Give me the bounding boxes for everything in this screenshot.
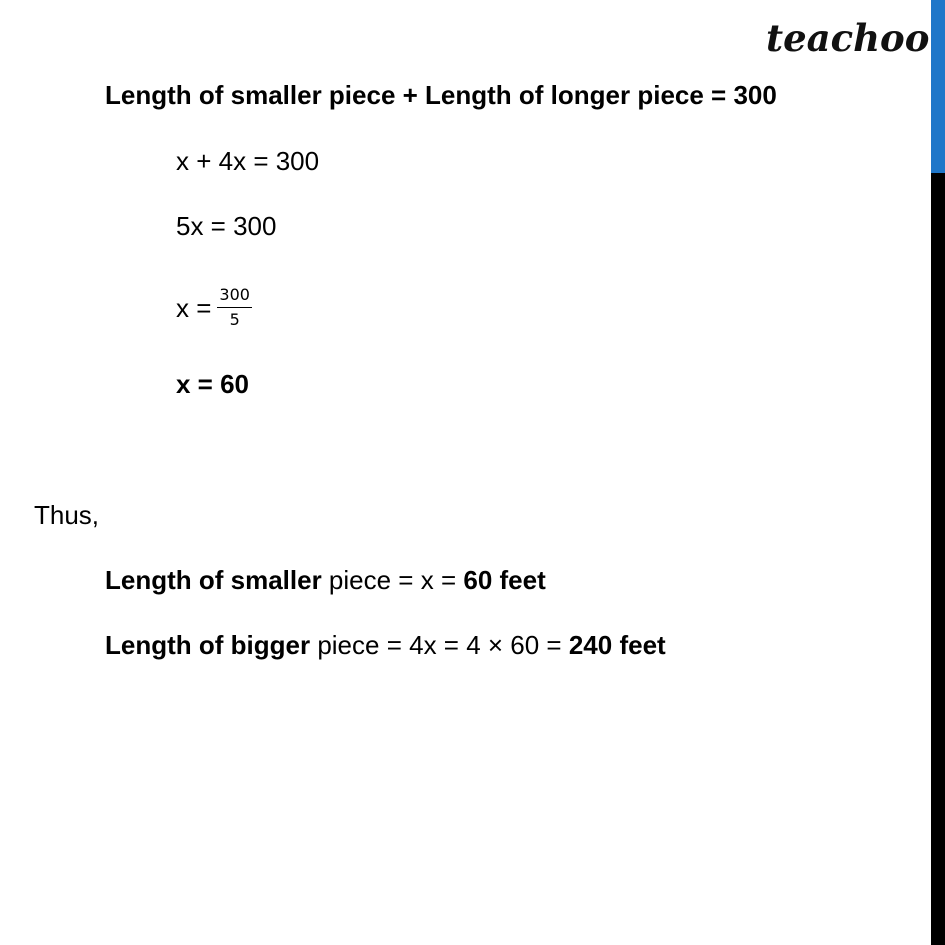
fraction-numerator: 300 bbox=[217, 286, 252, 308]
sidebar-accent bbox=[931, 0, 945, 173]
right-sidebar-bar bbox=[931, 0, 945, 945]
bigger-piece-result bbox=[105, 629, 666, 661]
bigger-middle: piece = 4x = 4 × 60 = bbox=[310, 630, 569, 660]
fraction-denominator: 5 bbox=[229, 310, 240, 329]
thus-label: Thus, bbox=[34, 500, 100, 530]
step-3-prefix: x = bbox=[176, 292, 212, 323]
step-1: x + 4x = 300 bbox=[176, 146, 320, 176]
smaller-value: 60 feet bbox=[463, 565, 546, 595]
smaller-middle: piece = x = bbox=[321, 565, 464, 595]
step-4-result: x = 60 bbox=[176, 369, 250, 399]
step-3 bbox=[176, 286, 252, 329]
bigger-value: 240 feet bbox=[568, 630, 666, 660]
bigger-label: Length of bigger bbox=[105, 630, 311, 660]
smaller-label: Length of smaller bbox=[105, 565, 322, 595]
teachoo-logo: teachoo bbox=[766, 16, 930, 60]
fraction bbox=[217, 286, 252, 329]
step-2: 5x = 300 bbox=[176, 211, 277, 241]
smaller-piece-result bbox=[105, 564, 546, 596]
equation-heading: Length of smaller piece + Length of longer piece = 300 bbox=[105, 80, 777, 110]
